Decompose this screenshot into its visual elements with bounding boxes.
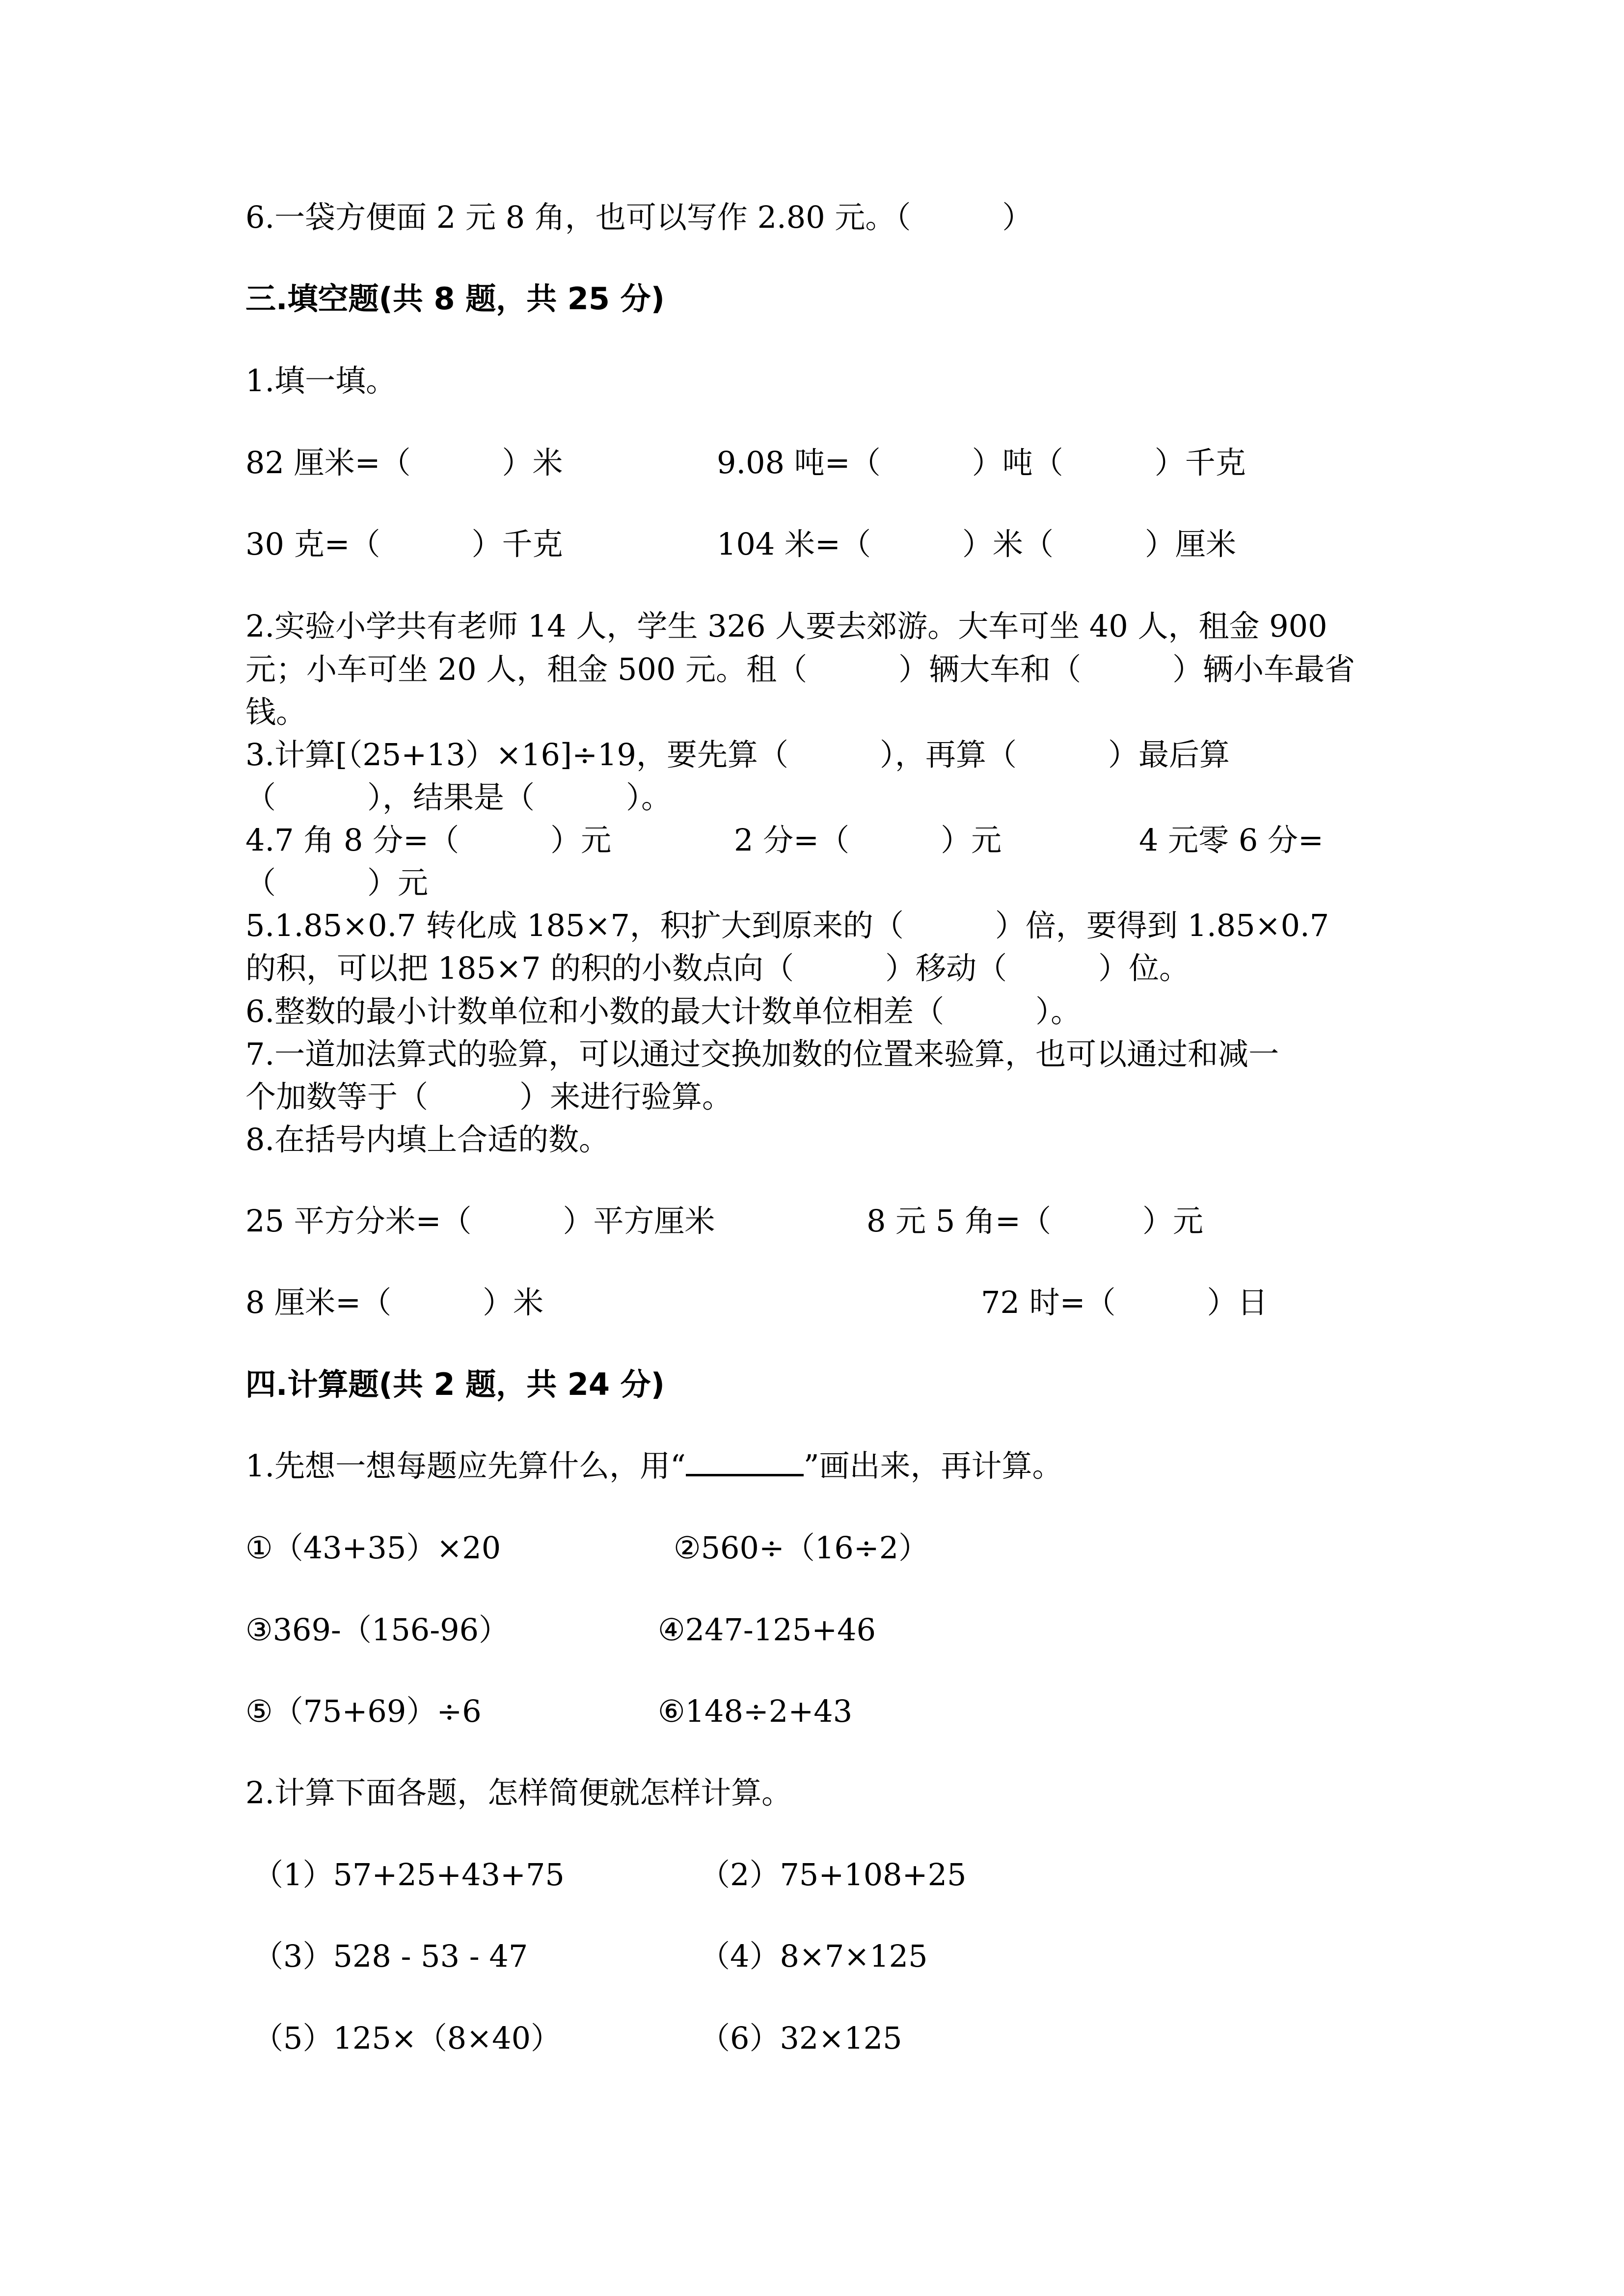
calc-item-1-intro-start: 1.先想一想每题应先算什么，用“	[245, 1448, 686, 1484]
fill-item-4-line2: （ ）元	[245, 865, 429, 901]
calc-item-1-2: ②560÷（16÷2）	[674, 1530, 929, 1566]
fill-item-3-line2: （ ），结果是（ ）。	[245, 779, 672, 815]
calc-item-2-1: （1）57+25+43+75	[253, 1857, 565, 1893]
fill-item-5-line2: 的积，可以把 185×7 的积的小数点向（ ）移动（ ）位。	[245, 950, 1190, 986]
fill-item-4-c: 4 元零 6 分=	[1139, 822, 1324, 858]
fill-item-8-d: 72 时=（ ）日	[981, 1284, 1268, 1320]
fill-item-4-b: 2 分=（ ）元	[734, 822, 1002, 858]
underline-blank	[686, 1470, 804, 1476]
fill-item-1-d: 104 米=（ ）米（ ）厘米	[717, 526, 1236, 562]
fill-item-5-line1: 5.1.85×0.7 转化成 185×7，积扩大到原来的（ ）倍，要得到 1.85×0.7	[245, 908, 1329, 943]
fill-item-7-line2: 个加数等于（ ）来进行验算。	[245, 1079, 733, 1115]
section-heading-calculation: 四.计算题(共 2 题，共 24 分)	[245, 1366, 665, 1402]
calc-item-1-5: ⑤（75+69）÷6	[245, 1693, 482, 1729]
calc-item-1-intro-end: ”画出来，再计算。	[803, 1448, 1063, 1484]
fill-item-1-a: 82 厘米=（ ）米	[245, 445, 563, 481]
calc-item-1-3: ③369-（156-96）	[245, 1612, 510, 1648]
fill-item-8-a: 25 平方分米=（ ）平方厘米	[245, 1203, 715, 1239]
calc-item-2-6: （6）32×125	[700, 2020, 902, 2056]
fill-item-2-line1: 2.实验小学共有老师 14 人，学生 326 人要去郊游。大车可坐 40 人，租金 900	[245, 608, 1327, 644]
calc-item-1-intro	[245, 1448, 1063, 1484]
calc-item-2-2: （2）75+108+25	[700, 1857, 967, 1893]
fill-item-7-line1: 7.一道加法算式的验算，可以通过交换加数的位置来验算，也可以通过和减一	[245, 1036, 1279, 1072]
fill-item-8-b: 8 元 5 角=（ ）元	[866, 1203, 1203, 1239]
fill-item-6: 6.整数的最小计数单位和小数的最大计数单位相差（ ）。	[245, 993, 1082, 1029]
calc-item-1-1: ①（43+35）×20	[245, 1530, 501, 1566]
fill-item-1-c: 30 克=（ ）千克	[245, 526, 563, 562]
calc-item-2-3: （3）528 - 53 - 47	[253, 1938, 528, 1974]
fill-item-1-b: 9.08 吨=（ ）吨（ ）千克	[717, 445, 1246, 481]
fill-item-3-line1: 3.计算[（25+13）×16]÷19，要先算（ ），再算（ ）最后算	[245, 737, 1230, 773]
fill-item-8-c: 8 厘米=（ ）米	[245, 1284, 544, 1320]
calc-item-2-4: （4）8×7×125	[700, 1938, 928, 1974]
calc-item-2-intro: 2.计算下面各题，怎样简便就怎样计算。	[245, 1775, 792, 1811]
fill-item-4-a: 4.7 角 8 分=（ ）元	[245, 822, 612, 858]
section-heading-fill-in: 三.填空题(共 8 题，共 25 分)	[245, 281, 665, 317]
calc-item-1-4: ④247-125+46	[658, 1612, 876, 1648]
fill-item-2-line2: 元；小车可坐 20 人，租金 500 元。租（ ）辆大车和（ ）辆小车最省	[245, 651, 1355, 687]
calc-item-1-6: ⑥148÷2+43	[658, 1693, 853, 1729]
fill-item-8-intro: 8.在括号内填上合适的数。	[245, 1121, 610, 1157]
fill-item-1-intro: 1.填一填。	[245, 363, 397, 399]
judge-item-6: 6.一袋方便面 2 元 8 角，也可以写作 2.80 元。（ ）	[245, 199, 1033, 235]
calc-item-2-5: （5）125×（8×40）	[253, 2020, 562, 2056]
fill-item-2-line3: 钱。	[245, 694, 307, 730]
